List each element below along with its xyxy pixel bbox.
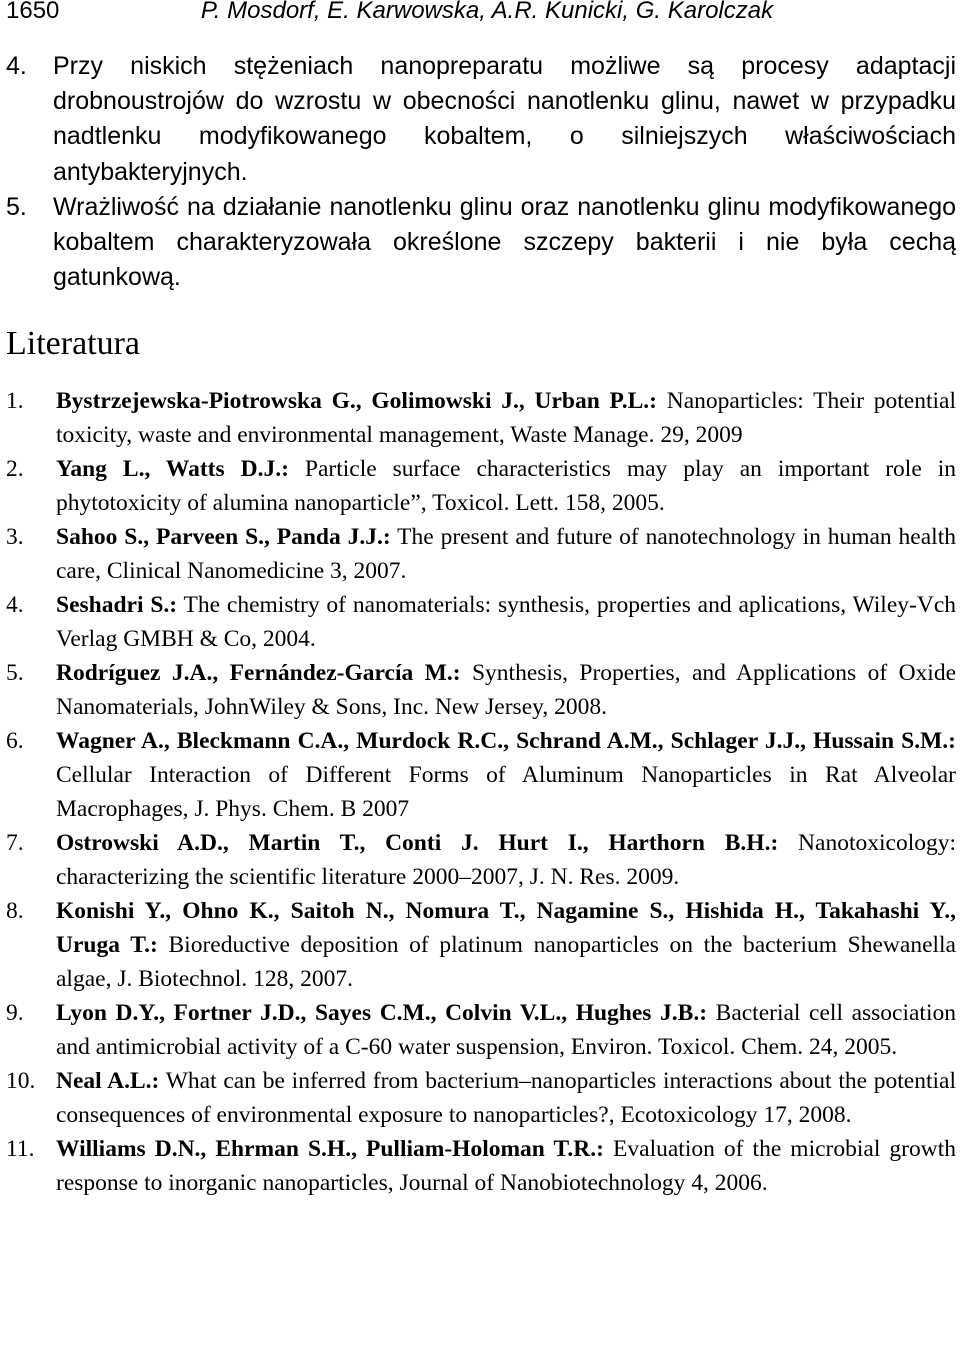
reference-text <box>56 894 956 996</box>
reference-item <box>6 996 956 1064</box>
reference-item <box>6 384 956 452</box>
reference-authors: Seshadri S.: <box>56 592 178 619</box>
reference-authors: Yang L., Watts D.J.: <box>56 456 289 483</box>
reference-title: The present and future of nanotechnology in human health care, Clinical Nanomedicine 3, 2007. <box>56 524 956 585</box>
reference-title: What can be inferred from bacterium–nanoparticles interactions about the potential consequences of environmental exposure to nanoparticles?, Ecotoxicology 17, 2008. <box>56 1068 957 1129</box>
reference-number: 6. <box>6 728 24 755</box>
reference-authors: Rodríguez J.A., Fernández-García M.: <box>56 660 461 687</box>
reference-number: 5. <box>6 660 24 687</box>
reference-number: 3. <box>6 524 24 551</box>
reference-item <box>6 656 956 724</box>
reference-title: Nanoparticles: Their potential toxicity, waste and environmental management, Waste Manage. 29, 2009 <box>56 388 956 449</box>
reference-list <box>6 384 956 1200</box>
reference-text <box>56 384 956 452</box>
reference-text <box>56 588 956 656</box>
reference-authors: Williams D.N., Ehrman S.H., Pulliam-Holoman T.R.: <box>56 1136 604 1163</box>
reference-number: 4. <box>6 592 24 619</box>
reference-item <box>6 520 956 588</box>
conclusion-item <box>6 49 956 190</box>
running-header-authors: P. Mosdorf, E. Karwowska, A.R. Kunicki, G. Karolczak <box>200 0 774 24</box>
reference-number: 11. <box>6 1136 35 1163</box>
reference-number: 9. <box>6 1000 24 1027</box>
conclusion-item <box>6 190 956 296</box>
reference-title: Cellular Interaction of Different Forms of Aluminum Nanoparticles in Rat Alveolar Macrophages, J. Phys. Chem. B 2007 <box>56 762 956 823</box>
page-number: 1650 <box>6 0 60 24</box>
conclusion-text: Wrażliwość na działanie nanotlenku glinu oraz nanotlenku glinu modyfikowanego kobaltem charakteryzowała określone szczepy bakterii i nie była cechą gatunkową. <box>53 192 956 292</box>
reference-title: Evaluation of the microbial growth response to inorganic nanoparticles, Journal of Nanobiotechnology 4, 2006. <box>56 1136 956 1197</box>
running-header <box>6 0 956 26</box>
reference-text <box>56 1132 956 1200</box>
reference-authors: Bystrzejewska-Piotrowska G., Golimowski J., Urban P.L.: <box>56 388 658 415</box>
reference-item <box>6 1132 956 1200</box>
reference-title: Bacterial cell association and antimicrobial activity of a C-60 water suspension, Environ. Toxicol. Chem. 24, 2005. <box>56 1000 956 1061</box>
reference-number: 1. <box>6 388 24 415</box>
conclusion-text: Przy niskich stężeniach nanopreparatu możliwe są procesy adaptacji drobnoustrojów do wzrostu w obecności nanotlenku glinu, nawet w przypadku nadtlenku modyfikowanego kobaltem, o silniejszych właściwościach antybakteryjnych. <box>53 52 956 186</box>
reference-item <box>6 724 956 826</box>
reference-number: 2. <box>6 456 24 483</box>
reference-authors: Lyon D.Y., Fortner J.D., Sayes C.M., Colvin V.L., Hughes J.B.: <box>56 1000 708 1027</box>
section-title-literatura: Literatura <box>6 325 141 363</box>
reference-authors: Ostrowski A.D., Martin T., Conti J. Hurt I., Harthorn B.H.: <box>56 830 779 857</box>
reference-authors: Sahoo S., Parveen S., Panda J.J.: <box>56 524 391 551</box>
reference-item <box>6 588 956 656</box>
reference-title: Nanotoxicology: characterizing the scientific literature 2000–2007, J. N. Res. 2009. <box>56 830 957 891</box>
reference-number: 8. <box>6 898 24 925</box>
reference-authors: Wagner A., Bleckmann C.A., Murdock R.C., Schrand A.M., Schlager J.J., Hussain S.M.: <box>56 728 956 755</box>
reference-text <box>56 452 956 520</box>
reference-title: The chemistry of nanomaterials: synthesis, properties and aplications, Wiley-Vch Verlag GMBH & Co, 2004. <box>56 592 956 653</box>
reference-item <box>6 826 956 894</box>
reference-text <box>56 996 956 1064</box>
reference-authors: Neal A.L.: <box>56 1068 160 1095</box>
reference-text <box>56 724 956 826</box>
reference-text <box>56 826 956 894</box>
reference-number: 10. <box>6 1068 36 1095</box>
reference-title: Synthesis, Properties, and Applications of Oxide Nanomaterials, JohnWiley & Sons, Inc. New Jersey, 2008. <box>56 660 957 721</box>
conclusions-list <box>6 49 956 295</box>
reference-title: Bioreductive deposition of platinum nanoparticles on the bacterium Shewanella algae, J. Biotechnol. 128, 2007. <box>56 932 956 993</box>
reference-item <box>6 894 956 996</box>
reference-text <box>56 656 956 724</box>
reference-number: 7. <box>6 830 24 857</box>
conclusion-number: 5. <box>6 192 27 221</box>
reference-text <box>56 1064 956 1132</box>
reference-item <box>6 1064 956 1132</box>
reference-authors: Konishi Y., Ohno K., Saitoh N., Nomura T., Nagamine S., Hishida H., Takahashi Y., Uruga T.: <box>56 898 956 959</box>
conclusion-number: 4. <box>6 52 27 80</box>
reference-title: Particle surface characteristics may play an important role in phytotoxicity of alumina nanoparticle”, Toxicol. Lett. 158, 2005. <box>56 456 956 517</box>
reference-text <box>56 520 956 588</box>
reference-item <box>6 452 956 520</box>
